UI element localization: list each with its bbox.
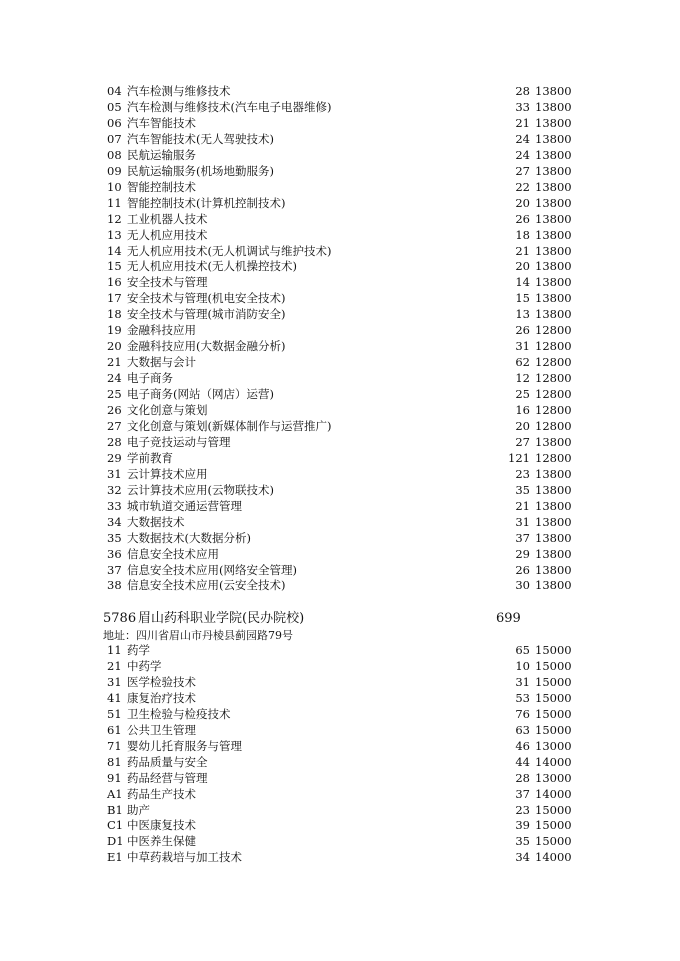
- major-name: 智能控制技术(计算机控制技术): [127, 195, 286, 210]
- major-fee: 12800: [535, 339, 572, 354]
- major-name: 无人机应用技术: [127, 227, 208, 242]
- major-row: [107, 386, 577, 402]
- major-row: [107, 706, 577, 722]
- major-row: [107, 195, 577, 211]
- major-count: 30: [515, 578, 530, 593]
- major-count: 26: [515, 323, 530, 338]
- major-code: 33: [107, 498, 122, 513]
- major-code: B1: [107, 802, 123, 817]
- major-code: 06: [107, 115, 122, 130]
- major-fee: 13800: [535, 498, 572, 513]
- major-count: 46: [515, 738, 530, 753]
- major-code: 28: [107, 434, 122, 449]
- school-name: 眉山药科职业学院(民办院校): [138, 611, 305, 626]
- major-name: 中草药栽培与加工技术: [127, 850, 242, 865]
- major-code: 61: [107, 722, 122, 737]
- major-fee: 13800: [535, 99, 572, 114]
- major-fee: 13000: [535, 770, 572, 785]
- major-fee: 15000: [535, 690, 572, 705]
- major-count: 23: [515, 802, 530, 817]
- major-row: [107, 514, 577, 530]
- major-name: 药品生产技术: [127, 786, 196, 801]
- major-row: [107, 754, 577, 770]
- major-fee: 12800: [535, 450, 572, 465]
- major-count: 34: [515, 850, 530, 865]
- major-code: 31: [107, 674, 122, 689]
- major-fee: 13800: [535, 562, 572, 577]
- major-code: E1: [107, 850, 123, 865]
- major-name: 安全技术与管理: [127, 275, 208, 290]
- major-row: [107, 243, 577, 259]
- major-fee: 13800: [535, 179, 572, 194]
- major-code: 08: [107, 147, 122, 162]
- major-name: 信息安全技术应用(网络安全管理): [127, 562, 297, 577]
- major-name: 婴幼儿托育服务与管理: [127, 738, 242, 753]
- major-fee: 13800: [535, 291, 572, 306]
- major-row: [107, 546, 577, 562]
- major-fee: 13800: [535, 259, 572, 274]
- major-count: 12: [515, 371, 530, 386]
- major-name: 中药学: [127, 658, 162, 673]
- major-count: 31: [515, 339, 530, 354]
- major-row: [107, 577, 577, 593]
- major-count: 22: [515, 179, 530, 194]
- major-code: 18: [107, 307, 122, 322]
- major-row: [107, 274, 577, 290]
- major-code: 38: [107, 578, 122, 593]
- major-fee: 13800: [535, 84, 572, 98]
- major-fee: 13800: [535, 578, 572, 593]
- major-name: 汽车检测与维修技术: [127, 84, 231, 98]
- major-name: 城市轨道交通运营管理: [127, 498, 242, 513]
- major-name: 中医康复技术: [127, 818, 196, 833]
- major-fee: 13800: [535, 163, 572, 178]
- major-name: 汽车检测与维修技术(汽车电子电器维修): [127, 99, 332, 114]
- major-code: 09: [107, 163, 122, 178]
- major-code: 36: [107, 546, 122, 561]
- major-row: [107, 833, 577, 849]
- major-fee: 13800: [535, 211, 572, 226]
- major-code: 07: [107, 131, 122, 146]
- major-fee: 13800: [535, 243, 572, 258]
- major-count: 39: [515, 818, 530, 833]
- major-fee: 12800: [535, 323, 572, 338]
- major-fee: 15000: [535, 722, 572, 737]
- major-code: 05: [107, 99, 122, 114]
- major-name: 无人机应用技术(无人机操控技术): [127, 259, 297, 274]
- major-row: [107, 674, 577, 690]
- major-code: 81: [107, 754, 122, 769]
- major-fee: 15000: [535, 706, 572, 721]
- major-name: 汽车智能技术: [127, 115, 196, 130]
- major-fee: 12800: [535, 387, 572, 402]
- major-count: 63: [515, 722, 530, 737]
- major-count: 23: [515, 466, 530, 481]
- major-name: 大数据技术: [127, 514, 185, 529]
- major-row: [107, 690, 577, 706]
- major-row: [107, 434, 577, 450]
- school-total-quota: 699: [496, 611, 521, 626]
- major-count: 28: [515, 770, 530, 785]
- school-id: 5786: [103, 611, 137, 626]
- major-count: 14: [515, 275, 530, 290]
- major-name: 医学检验技术: [127, 674, 196, 689]
- major-count: 26: [515, 211, 530, 226]
- major-row: [107, 306, 577, 322]
- major-code: 04: [107, 84, 122, 98]
- major-name: 信息安全技术应用: [127, 546, 219, 561]
- major-name: 金融科技应用: [127, 323, 196, 338]
- major-name: 助产: [127, 802, 150, 817]
- major-row: [107, 658, 577, 674]
- major-name: 公共卫生管理: [127, 722, 196, 737]
- major-count: 28: [515, 84, 530, 98]
- major-row: [107, 786, 577, 802]
- major-code: 11: [107, 195, 122, 210]
- major-row: [107, 163, 577, 179]
- major-fee: 13800: [535, 195, 572, 210]
- major-row: [107, 131, 577, 147]
- major-fee: 13800: [535, 546, 572, 561]
- major-count: 76: [515, 706, 530, 721]
- major-row: [107, 562, 577, 578]
- major-count: 62: [515, 355, 530, 370]
- major-fee: 14000: [535, 754, 572, 769]
- major-row: [107, 738, 577, 754]
- major-code: 15: [107, 259, 122, 274]
- major-code: 21: [107, 658, 122, 673]
- major-name: 安全技术与管理(城市消防安全): [127, 307, 286, 322]
- major-count: 21: [515, 498, 530, 513]
- major-code: 19: [107, 323, 122, 338]
- major-count: 24: [515, 131, 530, 146]
- major-code: 13: [107, 227, 122, 242]
- major-name: 学前教育: [127, 450, 173, 465]
- major-name: 云计算技术应用(云物联技术): [127, 482, 274, 497]
- major-count: 20: [515, 259, 530, 274]
- major-row: [107, 83, 577, 99]
- major-count: 37: [515, 530, 530, 545]
- major-count: 20: [515, 418, 530, 433]
- major-name: 大数据技术(大数据分析): [127, 530, 251, 545]
- major-code: 37: [107, 562, 122, 577]
- major-count: 44: [515, 754, 530, 769]
- major-name: 安全技术与管理(机电安全技术): [127, 291, 286, 306]
- major-row: [107, 370, 577, 386]
- major-fee: 15000: [535, 674, 572, 689]
- major-fee: 15000: [535, 818, 572, 833]
- major-row: [107, 179, 577, 195]
- major-row: [107, 322, 577, 338]
- major-name: 文化创意与策划(新媒体制作与运营推广): [127, 418, 332, 433]
- major-row: [107, 338, 577, 354]
- major-fee: 13000: [535, 738, 572, 753]
- major-fee: 13800: [535, 530, 572, 545]
- major-row: [107, 530, 577, 546]
- major-name: 智能控制技术: [127, 179, 196, 194]
- major-code: 21: [107, 355, 122, 370]
- major-name: 文化创意与策划: [127, 403, 208, 417]
- major-name: 药学: [127, 643, 150, 657]
- major-count: 53: [515, 690, 530, 705]
- major-count: 27: [515, 163, 530, 178]
- major-row: [107, 147, 577, 163]
- major-name: 卫生检验与检疫技术: [127, 706, 231, 721]
- major-count: 13: [515, 307, 530, 322]
- major-name: 药品质量与安全: [127, 754, 208, 769]
- major-code: 32: [107, 482, 122, 497]
- major-count: 31: [515, 674, 530, 689]
- major-row: [107, 642, 577, 658]
- major-code: 24: [107, 371, 122, 386]
- major-count: 37: [515, 786, 530, 801]
- major-code: 14: [107, 243, 122, 258]
- major-count: 21: [515, 243, 530, 258]
- major-code: 91: [107, 770, 122, 785]
- major-fee: 13800: [535, 482, 572, 497]
- major-code: 29: [107, 450, 122, 465]
- major-code: 20: [107, 339, 122, 354]
- major-code: A1: [107, 786, 123, 801]
- major-row: [107, 227, 577, 243]
- school-address: 地址：四川省眉山市丹棱县蓟园路79号: [103, 629, 293, 642]
- major-code: 51: [107, 706, 122, 721]
- major-name: 民航运输服务: [127, 147, 196, 162]
- major-count: 26: [515, 562, 530, 577]
- major-code: 26: [107, 403, 122, 417]
- major-row: [107, 770, 577, 786]
- major-row: [107, 290, 577, 306]
- major-code: 27: [107, 418, 122, 433]
- major-count: 20: [515, 195, 530, 210]
- major-code: 11: [107, 643, 122, 657]
- major-row: [107, 418, 577, 434]
- major-name: 信息安全技术应用(云安全技术): [127, 578, 286, 593]
- major-count: 16: [515, 403, 530, 417]
- major-row: [107, 258, 577, 274]
- major-name: 电子竞技运动与管理: [127, 434, 231, 449]
- major-fee: 15000: [535, 834, 572, 849]
- major-row: [107, 99, 577, 115]
- major-fee: 13800: [535, 131, 572, 146]
- major-count: 29: [515, 546, 530, 561]
- major-name: 金融科技应用(大数据金融分析): [127, 339, 286, 354]
- major-row: [107, 466, 577, 482]
- major-code: 31: [107, 466, 122, 481]
- major-fee: 14000: [535, 786, 572, 801]
- major-count: 10: [515, 658, 530, 673]
- major-count: 27: [515, 434, 530, 449]
- major-name: 电子商务: [127, 371, 173, 386]
- major-fee: 15000: [535, 643, 572, 657]
- major-name: 康复治疗技术: [127, 690, 196, 705]
- major-name: 工业机器人技术: [127, 211, 208, 226]
- major-code: 35: [107, 530, 122, 545]
- major-row: [107, 402, 577, 418]
- major-fee: 15000: [535, 658, 572, 673]
- major-code: D1: [107, 834, 124, 849]
- major-row: [107, 482, 577, 498]
- major-fee: 12800: [535, 355, 572, 370]
- major-name: 大数据与会计: [127, 355, 196, 370]
- major-code: 34: [107, 514, 122, 529]
- major-name: 无人机应用技术(无人机调试与维护技术): [127, 243, 332, 258]
- major-row: [107, 498, 577, 514]
- major-fee: 14000: [535, 850, 572, 865]
- major-fee: 13800: [535, 147, 572, 162]
- major-fee: 12800: [535, 371, 572, 386]
- major-fee: 13800: [535, 275, 572, 290]
- major-row: [107, 817, 577, 833]
- major-count: 24: [515, 147, 530, 162]
- major-row: [107, 722, 577, 738]
- major-name: 药品经营与管理: [127, 770, 208, 785]
- major-fee: 12800: [535, 418, 572, 433]
- major-code: 17: [107, 291, 122, 306]
- major-name: 民航运输服务(机场地勤服务): [127, 163, 274, 178]
- major-name: 汽车智能技术(无人驾驶技术): [127, 131, 274, 146]
- major-name: 中医养生保健: [127, 834, 196, 849]
- major-code: C1: [107, 818, 124, 833]
- major-count: 35: [515, 834, 530, 849]
- major-count: 18: [515, 227, 530, 242]
- major-count: 31: [515, 514, 530, 529]
- major-fee: 13800: [535, 434, 572, 449]
- major-code: 10: [107, 179, 122, 194]
- major-fee: 15000: [535, 802, 572, 817]
- major-name: 云计算技术应用: [127, 466, 208, 481]
- major-row: [107, 450, 577, 466]
- major-name: 电子商务(网站（网店）运营): [127, 387, 274, 402]
- major-row: [107, 211, 577, 227]
- major-fee: 13800: [535, 227, 572, 242]
- major-fee: 13800: [535, 115, 572, 130]
- major-count: 21: [515, 115, 530, 130]
- major-count: 121: [508, 450, 530, 465]
- major-code: 25: [107, 387, 122, 402]
- major-count: 65: [515, 643, 530, 657]
- major-row: [107, 802, 577, 818]
- major-fee: 12800: [535, 403, 572, 417]
- major-count: 15: [515, 291, 530, 306]
- major-count: 35: [515, 482, 530, 497]
- major-row: [107, 115, 577, 131]
- major-code: 16: [107, 275, 122, 290]
- school-header: [103, 610, 573, 628]
- major-code: 12: [107, 211, 122, 226]
- major-fee: 13800: [535, 514, 572, 529]
- major-row: [107, 849, 577, 865]
- major-code: 71: [107, 738, 122, 753]
- major-count: 25: [515, 387, 530, 402]
- major-fee: 13800: [535, 307, 572, 322]
- major-row: [107, 354, 577, 370]
- major-fee: 13800: [535, 466, 572, 481]
- major-count: 33: [515, 99, 530, 114]
- major-code: 41: [107, 690, 122, 705]
